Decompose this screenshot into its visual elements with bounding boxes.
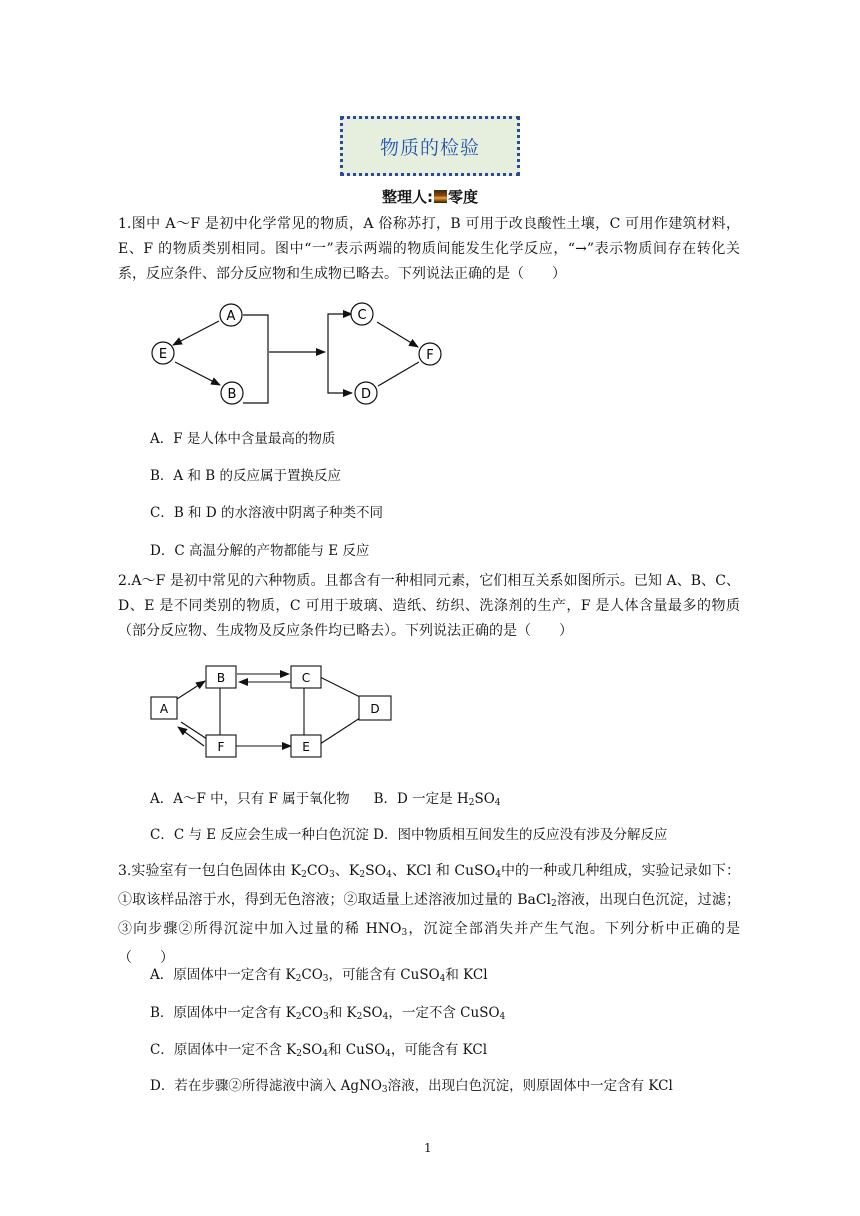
line-d-f	[378, 362, 419, 386]
q2-option-ab	[150, 787, 501, 808]
q2-node-d	[359, 696, 391, 720]
q3-option-b: B．原固体中一定含有 $K_2CO_3$和 $K_2SO_4$，一定不含 CuSO$_4$	[150, 1005, 506, 1022]
q2-node-f	[206, 735, 236, 757]
q3-option-d: D．若在步骤②所得滤液中滴入 AgNO$_3$溶液，出现白色沉淀，则原固体中一定含有 KCl	[150, 1078, 673, 1095]
q2-diagram	[145, 662, 405, 762]
q1-node-f	[419, 343, 441, 365]
q1-node-b	[221, 382, 243, 404]
q1-node-e	[152, 342, 174, 364]
q1-stem: 1.图中 A～F 是初中化学常见的物质，A 俗称苏打，B 可用于改良酸性土壤，C 可用作建筑材料，E、F 的物质类别相同。图中“一”表示两端的物质间能发生化学反应，“→”表示物质间存在转化关系，反应条件、部分反应物和生成物已略去。下列说法正确的是（ ）	[118, 216, 740, 282]
q1-node-d	[355, 382, 377, 404]
arrow-f-a	[178, 727, 204, 746]
q1-option-d: D．C 高温分解的产物都能与 E 反应	[150, 543, 370, 559]
svg-text:D: D	[370, 702, 380, 716]
q1-diagram	[140, 296, 460, 414]
q1-option-c: C．B 和 D 的水溶液中阴离子种类不同	[150, 505, 383, 521]
q3-stem: 3.实验室有一包白色固体由 $K_2CO_3$、$K_2SO_4$、KCl 和 CuSO$_4$中的一种或几种组成，实验记录如下：①取该样品溶于水，得到无色溶液；②取适量上述溶液加过量的 BaCl$_2$溶液，出现白色沉淀，过滤；③向步骤②所得沉淀中加入过量的稀 $HNO_3$，沉淀全部消失并产生气泡。下列分析中正确的是（ ）	[118, 863, 740, 966]
svg-text:C: C	[301, 671, 311, 685]
line-e-d	[320, 718, 360, 744]
sunset-avatar-icon	[434, 190, 447, 203]
arrow-e-b	[175, 362, 220, 385]
svg-text:C: C	[357, 308, 367, 323]
page-number: 1	[424, 1141, 432, 1155]
arrow-a-b	[177, 681, 205, 699]
svg-text:F: F	[217, 740, 225, 754]
q2-stem: 2.A～F 是初中常见的六种物质。且都含有一种相同元素，它们相互关系如图所示。已知 A、B、C、D、E 是不同类别的物质，C 可用于玻璃、造纸、纺织、洗涤剂的生产，F 是人体含量最多的物质（部分反应物、生成物及反应条件均已略去）。下列说法正确的是（ ）	[118, 573, 740, 639]
arrow-a-e	[173, 321, 219, 345]
svg-text:B: B	[216, 671, 226, 685]
line-c-d	[320, 677, 360, 697]
q2-option-b: B．D 一定是 $H_2SO_4$	[373, 791, 501, 808]
bracket-cd	[328, 314, 351, 393]
svg-text:E: E	[302, 740, 310, 754]
svg-text:F: F	[426, 348, 434, 363]
svg-text:A: A	[226, 309, 236, 324]
q3-option-a: A．原固体中一定含有 $K_2CO_3$，可能含有 CuSO$_4$和 KCl	[150, 967, 488, 984]
svg-text:D: D	[360, 387, 372, 402]
q2-node-c	[291, 666, 321, 688]
q1-option-b: B．A 和 B 的反应属于置换反应	[150, 468, 341, 484]
q1-node-a	[220, 304, 242, 326]
svg-text:B: B	[227, 387, 237, 402]
q1-node-c	[351, 303, 373, 325]
author-name: 零度	[447, 188, 478, 206]
q2-option-a: A．A～F 中，只有 F 属于氧化物	[150, 791, 350, 807]
author-prefix: 整理人:	[381, 188, 433, 206]
line-a-f	[181, 722, 207, 739]
page-title: 物质的检验	[379, 136, 480, 159]
svg-text:A: A	[159, 702, 169, 716]
q3-option-c: C．原固体中一定不含 $K_2SO_4$和 CuSO$_4$，可能含有 KCl	[150, 1042, 488, 1059]
bracket-ab	[243, 315, 268, 403]
q1-option-a: A．F 是人体中含量最高的物质	[150, 431, 336, 447]
arrow-c-f	[377, 322, 418, 347]
q2-node-e	[291, 735, 321, 757]
title-box	[340, 116, 520, 176]
q2-option-cd: C．C 与 E 反应会生成一种白色沉淀 D．图中物质相互间发生的反应没有涉及分解反应	[150, 827, 668, 843]
author-line	[300, 186, 560, 207]
q2-node-b	[206, 666, 236, 688]
svg-text:E: E	[158, 347, 168, 362]
q2-node-a	[151, 697, 177, 719]
